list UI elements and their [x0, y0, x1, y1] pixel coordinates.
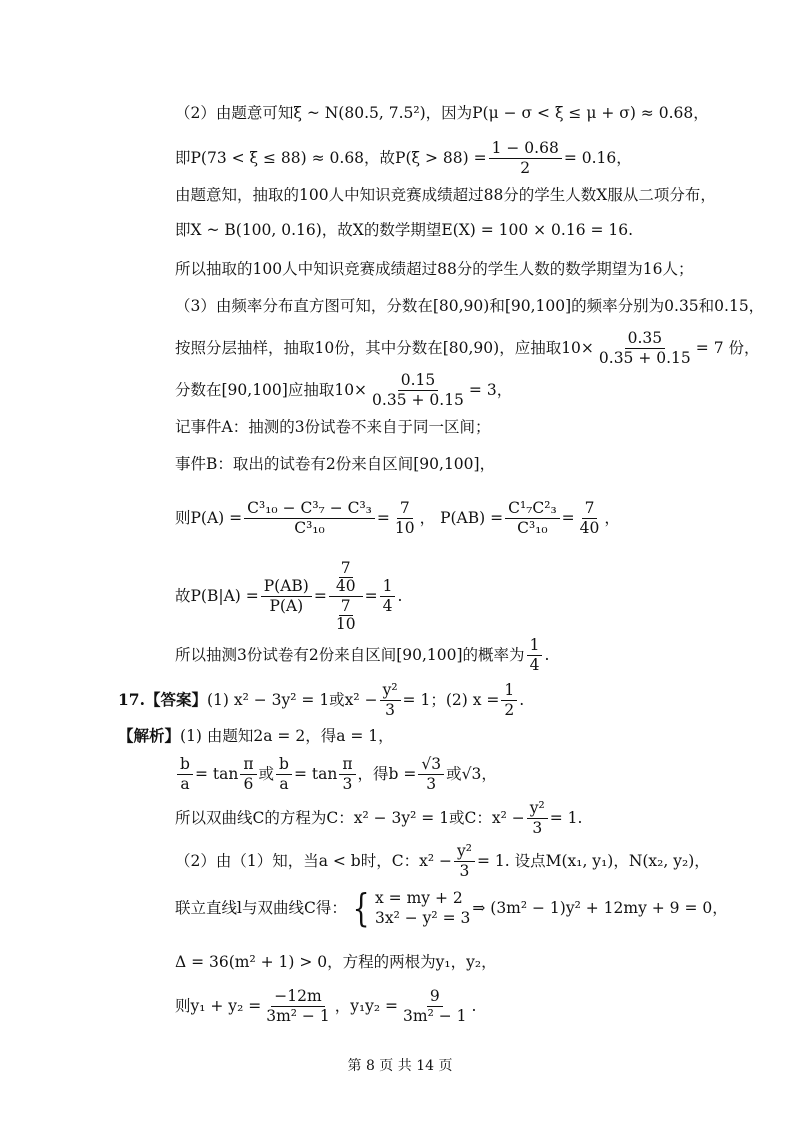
equation-system: [349, 886, 471, 931]
line-frequency-histogram: [175, 297, 764, 316]
text: (1) 由题知2a = 2，得a = 1，: [180, 727, 394, 745]
fraction: [527, 800, 548, 837]
fraction: [263, 988, 332, 1025]
numerator: −12m: [271, 988, 324, 1007]
numerator: 1: [380, 578, 396, 597]
denominator: 40: [335, 577, 356, 596]
text: = 7 份，: [695, 339, 760, 358]
denominator: a: [180, 775, 190, 794]
numerator: 7: [340, 559, 351, 577]
denominator: C³₁₀: [517, 519, 548, 538]
line-event-a: [175, 418, 491, 437]
line-expectation: [175, 221, 633, 240]
text: =: [376, 509, 390, 528]
fraction: [334, 598, 358, 633]
text: ，: [604, 509, 620, 528]
analysis-label: 【解析】: [118, 726, 181, 745]
fraction: [596, 330, 694, 367]
denominator: C³₁₀: [294, 519, 325, 538]
numerator: π: [240, 756, 256, 775]
denominator: 3: [426, 775, 437, 794]
numerator: 1: [501, 682, 517, 701]
equation-rows: [375, 888, 470, 928]
text: = 3，: [468, 381, 513, 400]
line-discriminant: [175, 953, 497, 972]
fraction: [501, 682, 517, 719]
text: = 1；(2) x =: [402, 691, 500, 710]
text: 所以抽测3份试卷有2份来自区间[90,100]的概率为: [175, 646, 525, 665]
line-tan-condition: [175, 756, 497, 793]
numerator: 9: [427, 988, 443, 1007]
denominator: 3: [532, 819, 543, 838]
line-stratified-sampling: [175, 330, 759, 367]
text: （2）由题意可知ξ ~ N(80.5, 7.5²)，因为P(μ − σ < ξ ≤ μ + σ) ≈ 0.68，: [175, 104, 709, 122]
line-vieta: [175, 988, 476, 1025]
fraction: [276, 756, 292, 793]
denominator: 3m² − 1: [266, 1007, 330, 1026]
denominator: 4: [382, 597, 393, 616]
fraction: [380, 578, 396, 615]
fraction: [505, 500, 560, 537]
denominator: 0.35 + 0.15: [598, 349, 691, 368]
numerator: 0.35: [625, 330, 666, 349]
numerator: 7: [340, 597, 351, 616]
text: 分数在[90,100]应抽取10×: [175, 381, 368, 400]
denominator: 4: [529, 656, 540, 675]
fraction: [177, 756, 193, 793]
text: .: [397, 587, 403, 606]
denominator: 6: [243, 775, 254, 794]
text: 记事件A：抽测的3份试卷不来自于同一区间；: [175, 418, 491, 436]
denominator: a: [279, 775, 289, 794]
text: 或: [258, 765, 275, 784]
text: .: [471, 997, 477, 1016]
numerator: b: [177, 756, 193, 775]
answer-label: 17.【答案】: [118, 690, 207, 710]
numerator: 1 − 0.68: [489, 140, 562, 159]
fraction: [400, 988, 469, 1025]
text: 即P(73 < ξ ≤ 88) ≈ 0.68，故P(ξ > 88) =: [175, 149, 487, 168]
text: 联立直线l与双曲线C得：: [175, 898, 347, 917]
text: = 1. 设点M(x₁, y₁)，N(x₂, y₂)，: [476, 852, 710, 871]
fraction: [339, 756, 355, 793]
numerator: 0.15: [398, 372, 439, 391]
fraction: [334, 560, 358, 595]
denominator: 10: [394, 519, 415, 538]
text: = tan: [293, 765, 338, 784]
text: 所以抽取的100人中知识竞赛成绩超过88分的学生人数的数学期望为16人；: [175, 260, 694, 278]
text: .: [519, 691, 525, 710]
fraction: [418, 756, 444, 793]
fraction: [369, 372, 467, 409]
numerator: √3: [418, 756, 444, 775]
line-normal-distribution: [175, 104, 709, 123]
numerator: P(AB): [261, 578, 312, 597]
text: 事件B：取出的试卷有2份来自区间[90,100]，: [175, 455, 496, 473]
text: ，得b =: [357, 765, 417, 784]
numerator: 7: [397, 500, 413, 519]
text: 按照分层抽样，抽取10份，其中分数在[80,90)，应抽取10×: [175, 339, 594, 358]
compound-fraction: [329, 560, 363, 633]
line-analysis-start: [118, 727, 394, 746]
text: 即X ~ B(100, 0.16)，故X的数学期望E(X) = 100 × 0.16 = 16.: [175, 221, 634, 239]
line-expectation-conclusion: [175, 260, 694, 279]
line-conditional-probability: [175, 560, 402, 633]
numerator: y²: [527, 800, 548, 819]
text: 所以双曲线C的方程为C：x² − 3y² = 1或C：x² −: [175, 809, 525, 828]
fraction: [577, 500, 603, 537]
fraction: [380, 682, 401, 719]
numerator: C³₁₀ − C³₇ − C³₃: [244, 500, 375, 519]
line-probability-conclusion: [175, 637, 549, 674]
denominator: 3m² − 1: [403, 1007, 467, 1026]
text: （3）由频率分布直方图可知，分数在[80,90)和[90,100]的频率分别为0.35和0.15，: [175, 297, 765, 315]
text: 则y₁ + y₂ =: [175, 997, 262, 1016]
text: Δ = 36(m² + 1) > 0，方程的两根为y₁，y₂，: [175, 953, 497, 971]
text: ， P(AB) =: [419, 509, 504, 528]
numerator: b: [276, 756, 292, 775]
text: 则P(A) =: [175, 509, 243, 528]
fraction: [392, 500, 418, 537]
line-probability-calc: [175, 140, 632, 177]
text: =: [364, 587, 378, 606]
text: = 1.: [549, 809, 583, 828]
denominator: [329, 597, 363, 633]
line-sampling-count: [175, 372, 512, 409]
numerator: [329, 560, 363, 597]
fraction: [240, 756, 256, 793]
line-system-of-equations: [175, 886, 728, 931]
numerator: y²: [454, 843, 475, 862]
denominator: P(A): [269, 597, 304, 616]
text: = 0.16，: [563, 149, 632, 168]
line-event-b: [175, 455, 495, 474]
fraction: [454, 843, 475, 880]
line-part-2-setup: [175, 843, 710, 880]
denominator: 2: [504, 701, 515, 720]
left-brace: {: [352, 886, 370, 931]
text: .: [544, 646, 550, 665]
text: 故P(B|A) =: [175, 587, 259, 606]
numerator: π: [339, 756, 355, 775]
numerator: C¹₇C²₃: [505, 500, 560, 519]
text: ⇒ (3m² − 1)y² + 12my + 9 = 0，: [472, 898, 728, 917]
text: ，y₁y₂ =: [334, 997, 399, 1016]
page-footer: 第 8 页 共 14 页: [347, 1058, 453, 1074]
numerator: 7: [582, 500, 598, 519]
fraction: [527, 637, 543, 674]
text: 由题意知，抽取的100人中知识竞赛成绩超过88分的学生人数X服从二项分布，: [175, 186, 716, 204]
text: =: [561, 509, 575, 528]
line-probability-a-ab: [175, 500, 620, 537]
denominator: 40: [579, 519, 600, 538]
text: =: [313, 587, 327, 606]
text: = tan: [194, 765, 239, 784]
text: (1) x² − 3y² = 1或x² −: [206, 691, 378, 710]
line-answer-17: [118, 682, 524, 719]
line-hyperbola-equation: [175, 800, 582, 837]
equation-row: 3x² − y² = 3: [375, 909, 471, 928]
denominator: 2: [520, 159, 531, 178]
denominator: 0.35 + 0.15: [372, 391, 464, 410]
equation-row: x = my + 2: [375, 889, 463, 907]
denominator: 3: [459, 862, 470, 881]
numerator: y²: [380, 682, 401, 701]
denominator: 3: [385, 701, 395, 720]
denominator: 3: [342, 775, 353, 794]
denominator: 10: [335, 615, 356, 634]
fraction: [244, 500, 375, 537]
text: 或√3，: [446, 765, 497, 784]
text: （2）由（1）知，当a < b时，C：x² −: [175, 852, 452, 871]
line-binomial-statement: [175, 186, 716, 205]
fraction: [489, 140, 562, 177]
numerator: 1: [527, 637, 543, 656]
fraction: [261, 578, 312, 615]
